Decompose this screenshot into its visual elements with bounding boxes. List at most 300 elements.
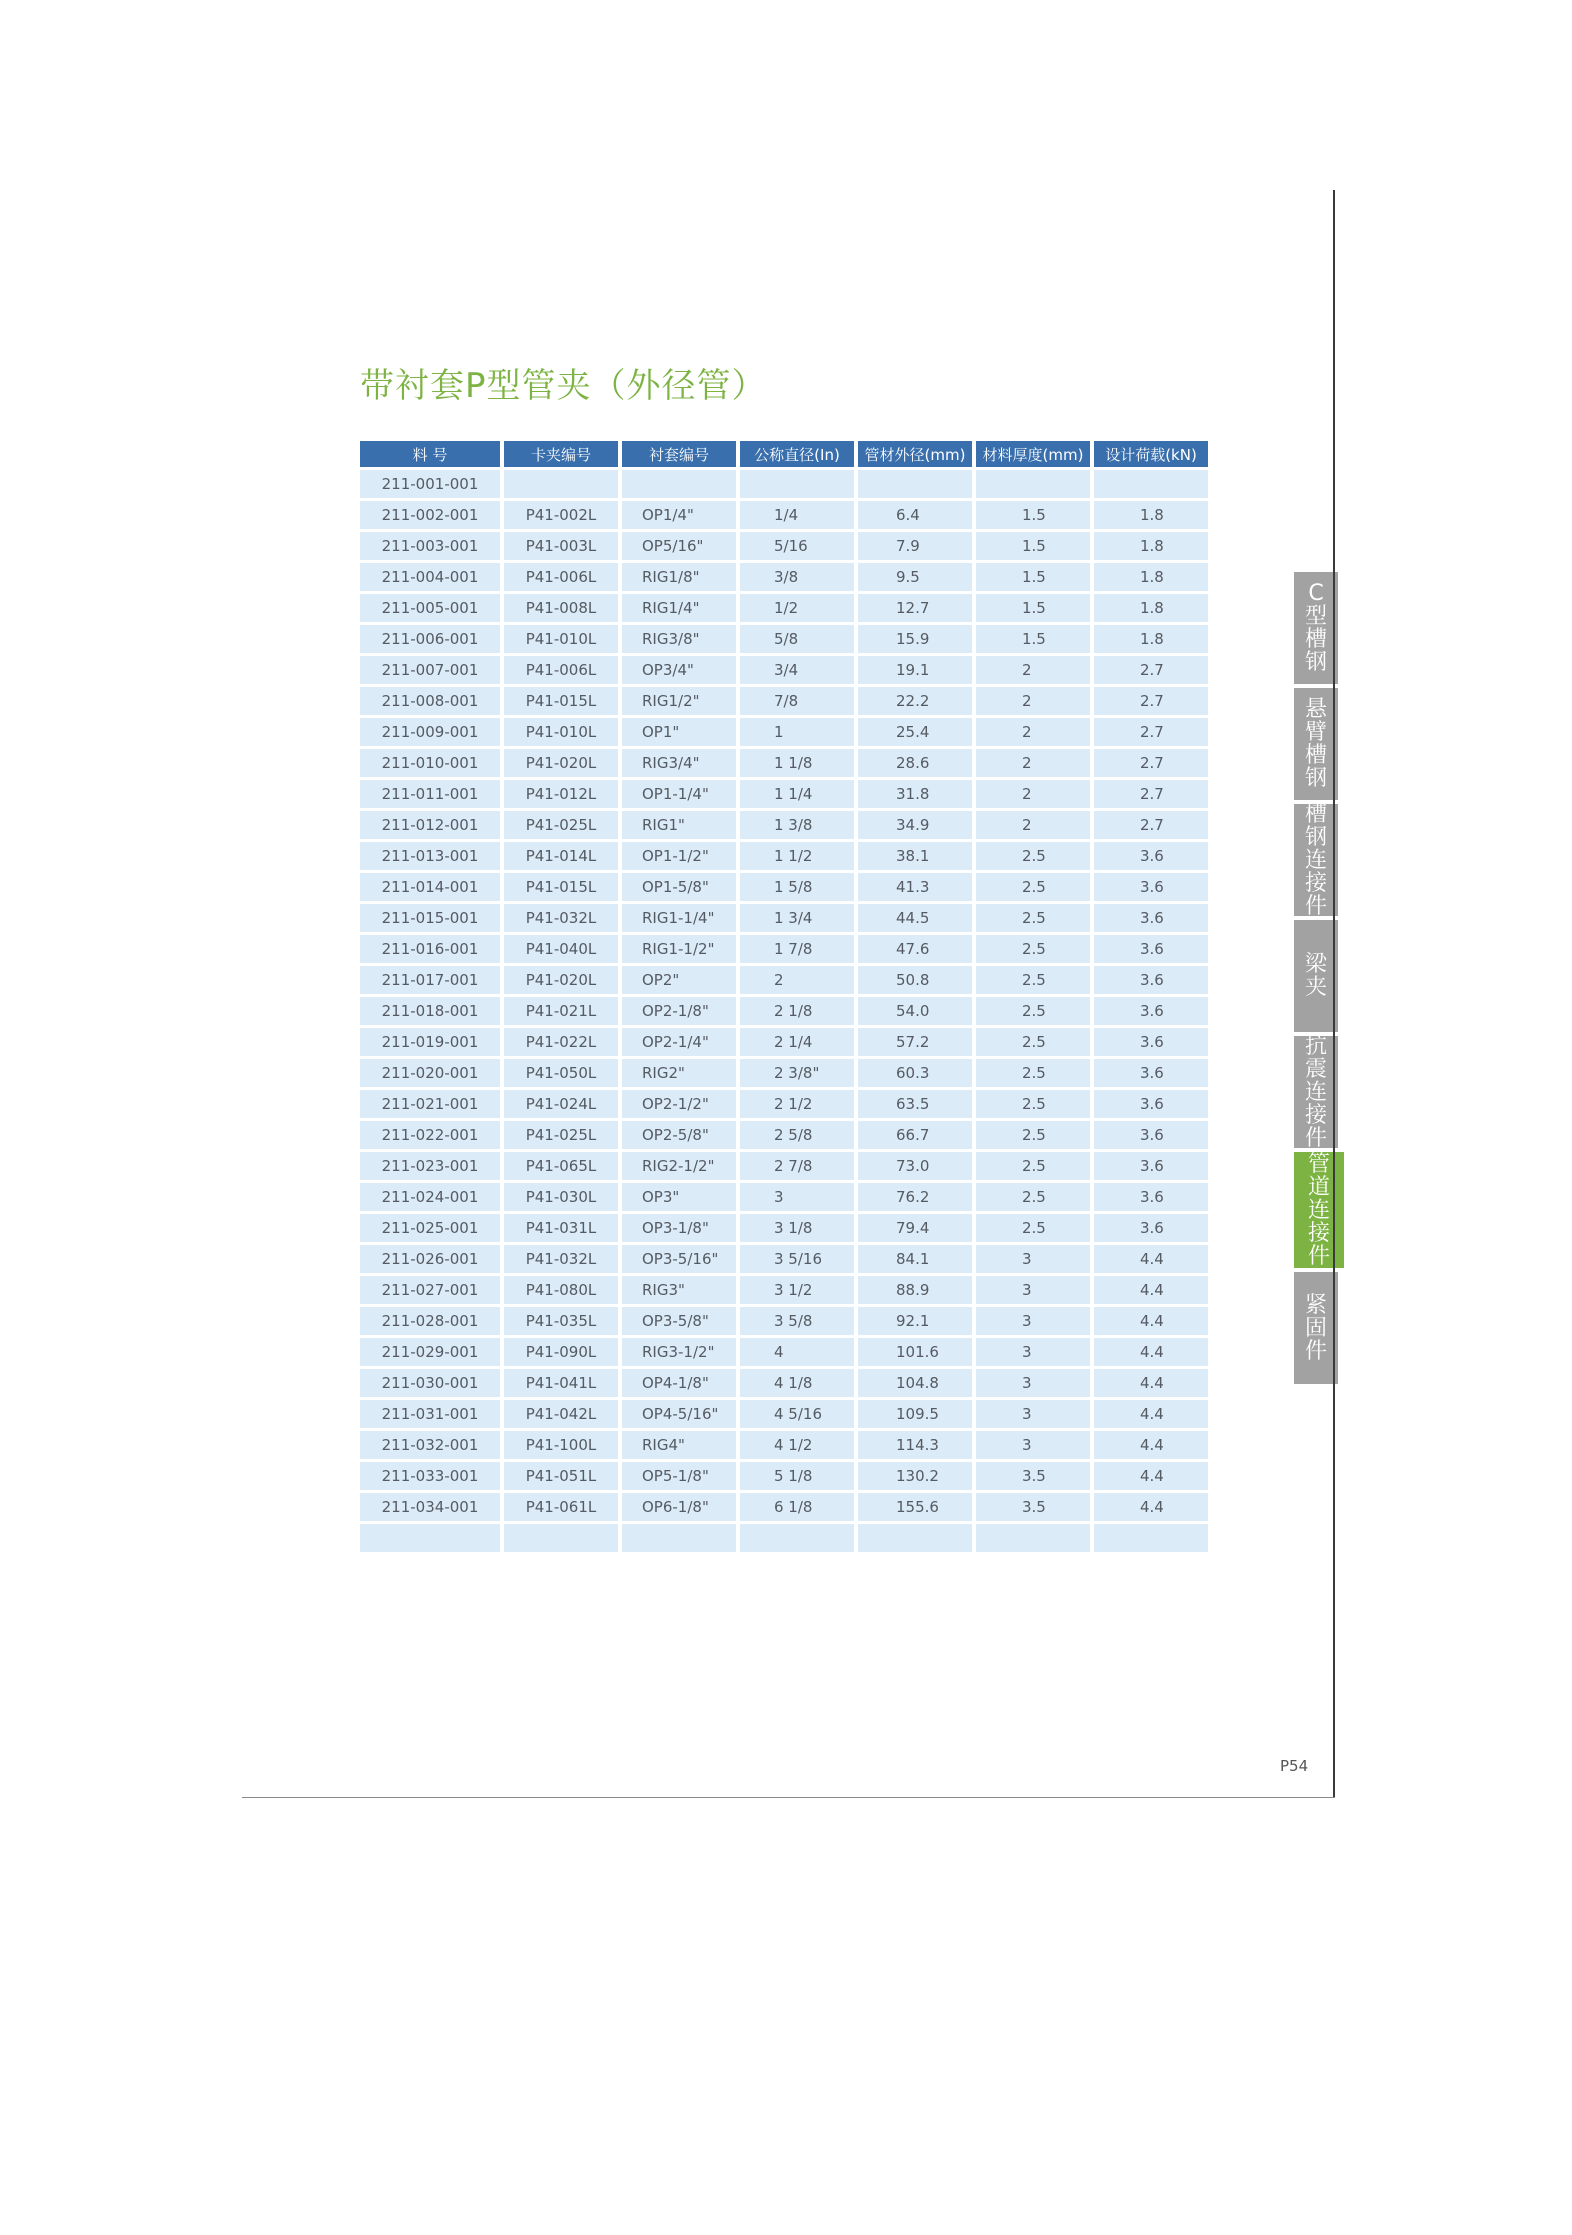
table-cell: 22.2 bbox=[858, 687, 972, 715]
table-cell: 114.3 bbox=[858, 1431, 972, 1459]
table-cell: 211-003-001 bbox=[360, 532, 500, 560]
table-cell: 19.1 bbox=[858, 656, 972, 684]
table-cell: 3 bbox=[976, 1307, 1090, 1335]
table-cell: OP3-1/8" bbox=[622, 1214, 736, 1242]
table-cell: P41-035L bbox=[504, 1307, 618, 1335]
table-cell: 211-007-001 bbox=[360, 656, 500, 684]
table-cell: 1 bbox=[740, 718, 854, 746]
table-row bbox=[360, 687, 1208, 715]
table-cell: 211-014-001 bbox=[360, 873, 500, 901]
table-row bbox=[360, 1214, 1208, 1242]
side-tab[interactable] bbox=[1294, 920, 1338, 1032]
table-row bbox=[360, 1338, 1208, 1366]
table-cell: 2.5 bbox=[976, 997, 1090, 1025]
table-cell: 2 7/8 bbox=[740, 1152, 854, 1180]
table-cell: P41-015L bbox=[504, 687, 618, 715]
table-row bbox=[360, 532, 1208, 560]
table-row bbox=[360, 1152, 1208, 1180]
table-cell: RIG1-1/4" bbox=[622, 904, 736, 932]
table-cell: 155.6 bbox=[858, 1493, 972, 1521]
table-cell: P41-003L bbox=[504, 532, 618, 560]
table-header-row bbox=[360, 441, 1208, 467]
table-cell: P41-020L bbox=[504, 749, 618, 777]
table-cell: OP1" bbox=[622, 718, 736, 746]
table-cell: 47.6 bbox=[858, 935, 972, 963]
table-cell: OP2-5/8" bbox=[622, 1121, 736, 1149]
side-tab[interactable] bbox=[1294, 688, 1338, 800]
table-cell: 211-017-001 bbox=[360, 966, 500, 994]
table-cell: 3.6 bbox=[1094, 873, 1208, 901]
table-cell: 3 bbox=[976, 1338, 1090, 1366]
table-cell: 4.4 bbox=[1094, 1338, 1208, 1366]
table-cell: P41-030L bbox=[504, 1183, 618, 1211]
table-cell: 3.6 bbox=[1094, 1059, 1208, 1087]
table-cell: 3.6 bbox=[1094, 966, 1208, 994]
table-cell: 79.4 bbox=[858, 1214, 972, 1242]
table-cell: P41-025L bbox=[504, 1121, 618, 1149]
table-cell: 211-015-001 bbox=[360, 904, 500, 932]
table-cell: 3 bbox=[976, 1276, 1090, 1304]
table-row bbox=[360, 749, 1208, 777]
table-cell: 5/8 bbox=[740, 625, 854, 653]
table-cell bbox=[858, 1524, 972, 1552]
table-cell: P41-080L bbox=[504, 1276, 618, 1304]
table-cell: P41-010L bbox=[504, 718, 618, 746]
table-row bbox=[360, 966, 1208, 994]
table-cell: 7/8 bbox=[740, 687, 854, 715]
table-row bbox=[360, 563, 1208, 591]
table-cell bbox=[622, 470, 736, 498]
page-number: P54 bbox=[1280, 1757, 1309, 1775]
table-cell: 3 bbox=[740, 1183, 854, 1211]
table-cell: 50.8 bbox=[858, 966, 972, 994]
table-cell: P41-008L bbox=[504, 594, 618, 622]
table-cell: 1 7/8 bbox=[740, 935, 854, 963]
table-cell: 92.1 bbox=[858, 1307, 972, 1335]
table-cell: RIG1/8" bbox=[622, 563, 736, 591]
table-cell: 1.8 bbox=[1094, 625, 1208, 653]
table-cell: 3 bbox=[976, 1431, 1090, 1459]
table-cell: P41-032L bbox=[504, 904, 618, 932]
side-tab[interactable] bbox=[1294, 801, 1338, 919]
table-cell: RIG3/4" bbox=[622, 749, 736, 777]
table-cell: OP6-1/8" bbox=[622, 1493, 736, 1521]
table-cell: P41-010L bbox=[504, 625, 618, 653]
table-row bbox=[360, 501, 1208, 529]
table-cell: 4.4 bbox=[1094, 1400, 1208, 1428]
table-cell: 3.6 bbox=[1094, 1121, 1208, 1149]
side-tab-label: 紧固件 bbox=[1304, 1292, 1327, 1364]
table-cell: P41-090L bbox=[504, 1338, 618, 1366]
table-row bbox=[360, 594, 1208, 622]
table-cell: 211-027-001 bbox=[360, 1276, 500, 1304]
table-cell: RIG1/2" bbox=[622, 687, 736, 715]
table-cell: 73.0 bbox=[858, 1152, 972, 1180]
table-cell bbox=[858, 470, 972, 498]
table-cell: P41-032L bbox=[504, 1245, 618, 1273]
table-cell: 4 bbox=[740, 1338, 854, 1366]
table-cell: 211-025-001 bbox=[360, 1214, 500, 1242]
table-cell: 211-033-001 bbox=[360, 1462, 500, 1490]
table-cell: 6 1/8 bbox=[740, 1493, 854, 1521]
table-cell: 25.4 bbox=[858, 718, 972, 746]
table-cell: 211-012-001 bbox=[360, 811, 500, 839]
table-cell: P41-006L bbox=[504, 563, 618, 591]
table-cell: 4.4 bbox=[1094, 1462, 1208, 1490]
table-cell: 4.4 bbox=[1094, 1276, 1208, 1304]
table-cell: 2 bbox=[976, 656, 1090, 684]
table-cell: P41-040L bbox=[504, 935, 618, 963]
side-tab[interactable] bbox=[1294, 572, 1338, 684]
table-cell: OP3-5/8" bbox=[622, 1307, 736, 1335]
table-cell bbox=[1094, 470, 1208, 498]
table-cell: 2.5 bbox=[976, 1152, 1090, 1180]
table-cell: 3.6 bbox=[1094, 997, 1208, 1025]
table-cell: 1.5 bbox=[976, 625, 1090, 653]
table-row bbox=[360, 1245, 1208, 1273]
table-cell: 44.5 bbox=[858, 904, 972, 932]
column-header: 公称直径(In) bbox=[740, 441, 854, 467]
table-cell: OP2-1/2" bbox=[622, 1090, 736, 1118]
table-cell: 1.5 bbox=[976, 501, 1090, 529]
table-cell: 3.6 bbox=[1094, 1028, 1208, 1056]
table-cell: 2.5 bbox=[976, 1059, 1090, 1087]
table-cell: 2.5 bbox=[976, 1183, 1090, 1211]
table-row bbox=[360, 904, 1208, 932]
table-cell: 211-008-001 bbox=[360, 687, 500, 715]
side-tab-label: C型槽钢 bbox=[1304, 581, 1327, 675]
table-cell: 2.5 bbox=[976, 1121, 1090, 1149]
table-cell: 211-028-001 bbox=[360, 1307, 500, 1335]
table-row bbox=[360, 470, 1208, 498]
table-cell: P41-051L bbox=[504, 1462, 618, 1490]
table-row bbox=[360, 1400, 1208, 1428]
table-cell: RIG1-1/2" bbox=[622, 935, 736, 963]
table-cell: 2.7 bbox=[1094, 687, 1208, 715]
table-cell: 2 5/8 bbox=[740, 1121, 854, 1149]
table-cell: 211-009-001 bbox=[360, 718, 500, 746]
category-side-tabs bbox=[1294, 572, 1338, 1388]
table-cell: 1/2 bbox=[740, 594, 854, 622]
table-cell: 3 5/16 bbox=[740, 1245, 854, 1273]
table-row bbox=[360, 780, 1208, 808]
table-cell bbox=[504, 1524, 618, 1552]
table-cell: 211-021-001 bbox=[360, 1090, 500, 1118]
table-cell: 2 bbox=[976, 811, 1090, 839]
table-cell: 211-029-001 bbox=[360, 1338, 500, 1366]
table-cell: 7.9 bbox=[858, 532, 972, 560]
table-cell: 4 1/8 bbox=[740, 1369, 854, 1397]
table-cell: 2 bbox=[976, 749, 1090, 777]
table-row bbox=[360, 1183, 1208, 1211]
side-tab-label: 槽钢连接件 bbox=[1304, 801, 1327, 919]
table-cell: 104.8 bbox=[858, 1369, 972, 1397]
table-cell: 3.6 bbox=[1094, 904, 1208, 932]
column-header: 设计荷载(kN) bbox=[1094, 441, 1208, 467]
table-cell: P41-014L bbox=[504, 842, 618, 870]
table-cell: 1 5/8 bbox=[740, 873, 854, 901]
table-cell: RIG3-1/2" bbox=[622, 1338, 736, 1366]
table-cell: 84.1 bbox=[858, 1245, 972, 1273]
table-cell: OP2-1/4" bbox=[622, 1028, 736, 1056]
table-cell: 4.4 bbox=[1094, 1307, 1208, 1335]
table-row bbox=[360, 1059, 1208, 1087]
table-cell: RIG2" bbox=[622, 1059, 736, 1087]
table-cell: OP4-5/16" bbox=[622, 1400, 736, 1428]
table-cell: 1 1/4 bbox=[740, 780, 854, 808]
table-cell: P41-025L bbox=[504, 811, 618, 839]
table-cell: 4.4 bbox=[1094, 1493, 1208, 1521]
table-row bbox=[360, 842, 1208, 870]
side-tab-label: 管道连接件 bbox=[1307, 1151, 1330, 1269]
table-cell: 211-032-001 bbox=[360, 1431, 500, 1459]
table-cell: OP2" bbox=[622, 966, 736, 994]
table-row bbox=[360, 1090, 1208, 1118]
table-cell: 9.5 bbox=[858, 563, 972, 591]
table-cell: 211-016-001 bbox=[360, 935, 500, 963]
table-cell: 1 3/4 bbox=[740, 904, 854, 932]
side-tab[interactable] bbox=[1294, 1033, 1338, 1151]
table-cell: 60.3 bbox=[858, 1059, 972, 1087]
table-cell: 211-018-001 bbox=[360, 997, 500, 1025]
table-cell: P41-021L bbox=[504, 997, 618, 1025]
table-cell bbox=[360, 1524, 500, 1552]
table-cell: 130.2 bbox=[858, 1462, 972, 1490]
table-cell: 4.4 bbox=[1094, 1245, 1208, 1273]
table-cell: 211-005-001 bbox=[360, 594, 500, 622]
table-cell: 211-019-001 bbox=[360, 1028, 500, 1056]
table-cell: 2.5 bbox=[976, 904, 1090, 932]
table-cell: 211-001-001 bbox=[360, 470, 500, 498]
table-cell: 2.5 bbox=[976, 966, 1090, 994]
table-cell: 28.6 bbox=[858, 749, 972, 777]
table-row bbox=[360, 811, 1208, 839]
table-cell: P41-020L bbox=[504, 966, 618, 994]
table-cell: P41-031L bbox=[504, 1214, 618, 1242]
table-cell: 2 3/8" bbox=[740, 1059, 854, 1087]
table-cell: OP3/4" bbox=[622, 656, 736, 684]
table-cell: 3.5 bbox=[976, 1493, 1090, 1521]
table-cell: 2.7 bbox=[1094, 780, 1208, 808]
table-cell: P41-006L bbox=[504, 656, 618, 684]
side-tab-label: 梁夹 bbox=[1304, 952, 1327, 1000]
table-cell: P41-012L bbox=[504, 780, 618, 808]
side-tab[interactable] bbox=[1294, 1152, 1344, 1268]
table-cell: 1.8 bbox=[1094, 532, 1208, 560]
table-row bbox=[360, 997, 1208, 1025]
table-cell: P41-024L bbox=[504, 1090, 618, 1118]
table-cell: 3 1/8 bbox=[740, 1214, 854, 1242]
table-row bbox=[360, 656, 1208, 684]
table-cell: 54.0 bbox=[858, 997, 972, 1025]
table-cell bbox=[1094, 1524, 1208, 1552]
table-cell: 211-006-001 bbox=[360, 625, 500, 653]
table-cell: 2.5 bbox=[976, 1214, 1090, 1242]
table-cell: 3.6 bbox=[1094, 1214, 1208, 1242]
table-cell: P41-042L bbox=[504, 1400, 618, 1428]
table-cell: 1.8 bbox=[1094, 594, 1208, 622]
table-cell: 4.4 bbox=[1094, 1369, 1208, 1397]
table-cell bbox=[740, 470, 854, 498]
table-cell: 57.2 bbox=[858, 1028, 972, 1056]
table-row bbox=[360, 1028, 1208, 1056]
table-cell: 3.6 bbox=[1094, 935, 1208, 963]
table-cell: 2 1/4 bbox=[740, 1028, 854, 1056]
table-row bbox=[360, 1493, 1208, 1521]
table-cell: 1.8 bbox=[1094, 501, 1208, 529]
table-cell: 3.6 bbox=[1094, 1183, 1208, 1211]
table-cell: P41-041L bbox=[504, 1369, 618, 1397]
table-cell: 1 1/2 bbox=[740, 842, 854, 870]
page-edge-horizontal-rule bbox=[242, 1797, 1335, 1798]
table-cell: 211-031-001 bbox=[360, 1400, 500, 1428]
table-cell: 3 5/8 bbox=[740, 1307, 854, 1335]
table-row bbox=[360, 718, 1208, 746]
table-cell: 211-023-001 bbox=[360, 1152, 500, 1180]
table-cell bbox=[622, 1524, 736, 1552]
table-cell: RIG1" bbox=[622, 811, 736, 839]
table-cell: 5 1/8 bbox=[740, 1462, 854, 1490]
table-cell: 101.6 bbox=[858, 1338, 972, 1366]
table-cell: 109.5 bbox=[858, 1400, 972, 1428]
table-cell: 1.5 bbox=[976, 563, 1090, 591]
table-cell: 4.4 bbox=[1094, 1431, 1208, 1459]
column-header: 管材外径(mm) bbox=[858, 441, 972, 467]
table-cell: 2.7 bbox=[1094, 749, 1208, 777]
table-cell bbox=[976, 1524, 1090, 1552]
table-cell: P41-022L bbox=[504, 1028, 618, 1056]
table-cell bbox=[976, 470, 1090, 498]
table-cell: 2.7 bbox=[1094, 811, 1208, 839]
table-cell: OP3-5/16" bbox=[622, 1245, 736, 1273]
column-header: 材料厚度(mm) bbox=[976, 441, 1090, 467]
table-row bbox=[360, 1307, 1208, 1335]
table-cell: 4 5/16 bbox=[740, 1400, 854, 1428]
table-cell: 211-022-001 bbox=[360, 1121, 500, 1149]
table-row bbox=[360, 1276, 1208, 1304]
table-cell: 2.5 bbox=[976, 1090, 1090, 1118]
table-cell: 3/8 bbox=[740, 563, 854, 591]
table-cell: 211-002-001 bbox=[360, 501, 500, 529]
table-cell: 211-011-001 bbox=[360, 780, 500, 808]
table-cell: RIG3/8" bbox=[622, 625, 736, 653]
table-row bbox=[360, 935, 1208, 963]
side-tab[interactable] bbox=[1294, 1272, 1338, 1384]
table-row bbox=[360, 873, 1208, 901]
table-cell: 211-024-001 bbox=[360, 1183, 500, 1211]
table-cell: 211-004-001 bbox=[360, 563, 500, 591]
table-cell: 1.8 bbox=[1094, 563, 1208, 591]
table-cell: 1/4 bbox=[740, 501, 854, 529]
table-cell: 1.5 bbox=[976, 594, 1090, 622]
table-cell: 211-034-001 bbox=[360, 1493, 500, 1521]
table-cell: 3.6 bbox=[1094, 1152, 1208, 1180]
table-cell: 41.3 bbox=[858, 873, 972, 901]
table-cell: OP1-5/8" bbox=[622, 873, 736, 901]
table-cell: 63.5 bbox=[858, 1090, 972, 1118]
table-cell: 2 bbox=[976, 687, 1090, 715]
table-cell: 2 bbox=[740, 966, 854, 994]
table-cell: RIG2-1/2" bbox=[622, 1152, 736, 1180]
table-cell: 3.6 bbox=[1094, 1090, 1208, 1118]
table-cell: P41-002L bbox=[504, 501, 618, 529]
table-cell: 211-013-001 bbox=[360, 842, 500, 870]
table-cell: OP1-1/4" bbox=[622, 780, 736, 808]
table-cell: 12.7 bbox=[858, 594, 972, 622]
table-cell: OP2-1/8" bbox=[622, 997, 736, 1025]
table-cell: P41-061L bbox=[504, 1493, 618, 1521]
table-row bbox=[360, 1431, 1208, 1459]
table-row bbox=[360, 625, 1208, 653]
table-cell: 3 bbox=[976, 1245, 1090, 1273]
table-row bbox=[360, 1121, 1208, 1149]
table-cell: 211-010-001 bbox=[360, 749, 500, 777]
table-cell: 3.6 bbox=[1094, 842, 1208, 870]
table-cell: 1 1/8 bbox=[740, 749, 854, 777]
table-cell: OP5-1/8" bbox=[622, 1462, 736, 1490]
table-cell: 211-026-001 bbox=[360, 1245, 500, 1273]
table-cell: 2.5 bbox=[976, 842, 1090, 870]
table-row bbox=[360, 1462, 1208, 1490]
page-title: 带衬套P型管夹（外径管） bbox=[360, 366, 767, 406]
table-row bbox=[360, 1524, 1208, 1552]
table-cell: OP5/16" bbox=[622, 532, 736, 560]
table-cell: 66.7 bbox=[858, 1121, 972, 1149]
table-cell: 3 1/2 bbox=[740, 1276, 854, 1304]
table-cell: 2 1/2 bbox=[740, 1090, 854, 1118]
spec-table bbox=[356, 438, 1212, 1555]
table-cell: 38.1 bbox=[858, 842, 972, 870]
table-cell: 76.2 bbox=[858, 1183, 972, 1211]
table-cell: 3.5 bbox=[976, 1462, 1090, 1490]
table-cell: 3 bbox=[976, 1369, 1090, 1397]
table-cell: 2 bbox=[976, 780, 1090, 808]
table-cell: 211-030-001 bbox=[360, 1369, 500, 1397]
table-cell: OP1-1/2" bbox=[622, 842, 736, 870]
table-body bbox=[360, 470, 1208, 1552]
table-cell: P41-065L bbox=[504, 1152, 618, 1180]
table-cell: RIG1/4" bbox=[622, 594, 736, 622]
table-cell: 3/4 bbox=[740, 656, 854, 684]
table-cell bbox=[504, 470, 618, 498]
table-cell: 88.9 bbox=[858, 1276, 972, 1304]
column-header: 料 号 bbox=[360, 441, 500, 467]
table-cell: 211-020-001 bbox=[360, 1059, 500, 1087]
table-cell: 3 bbox=[976, 1400, 1090, 1428]
table-cell: 1.5 bbox=[976, 532, 1090, 560]
table-cell: 15.9 bbox=[858, 625, 972, 653]
column-header: 卡夹编号 bbox=[504, 441, 618, 467]
table-cell: 2.5 bbox=[976, 935, 1090, 963]
table-cell: OP3" bbox=[622, 1183, 736, 1211]
page-edge-vertical-rule bbox=[1333, 190, 1335, 1798]
table-cell: 4 1/2 bbox=[740, 1431, 854, 1459]
table-cell: P41-050L bbox=[504, 1059, 618, 1087]
table-cell: 34.9 bbox=[858, 811, 972, 839]
table-cell: 6.4 bbox=[858, 501, 972, 529]
table-cell: 2.5 bbox=[976, 1028, 1090, 1056]
table-cell bbox=[740, 1524, 854, 1552]
table-cell: 1 3/8 bbox=[740, 811, 854, 839]
table-cell: 2 1/8 bbox=[740, 997, 854, 1025]
side-tab-label: 抗震连接件 bbox=[1304, 1033, 1327, 1151]
table-cell: 31.8 bbox=[858, 780, 972, 808]
table-cell: 2 bbox=[976, 718, 1090, 746]
table-cell: OP1/4" bbox=[622, 501, 736, 529]
table-cell: 2.7 bbox=[1094, 718, 1208, 746]
table-cell: P41-100L bbox=[504, 1431, 618, 1459]
table-cell: RIG3" bbox=[622, 1276, 736, 1304]
